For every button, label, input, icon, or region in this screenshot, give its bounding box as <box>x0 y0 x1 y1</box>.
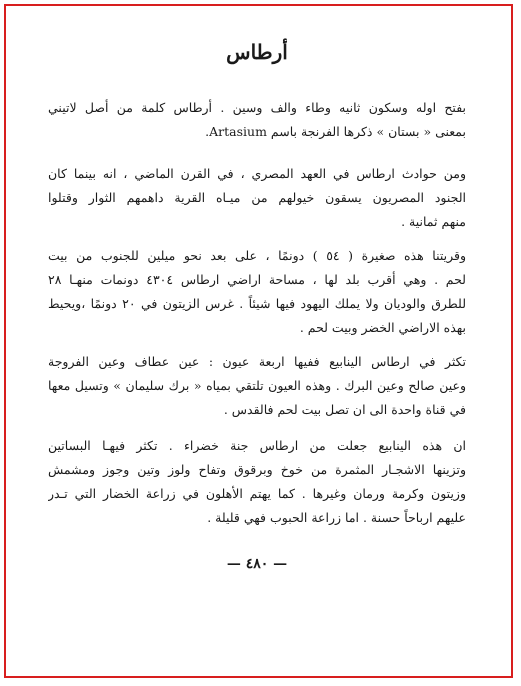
page-title: أرطاس <box>226 40 288 64</box>
paragraph-5-line-3: وزيتون وكرمة ورمان وغيرها . كما يهتم الأهلون في زراعة الخضار التي تـدر <box>48 486 466 501</box>
paragraph-1-line-1: بفتح اوله وسكون ثانيه وطاء والف وسين . أرطاس كلمة من أصل لاتيني <box>48 100 466 115</box>
paragraph-5-line-2: وتزينها الاشجـار المثمرة من خوخ وبرقوق وتفاح ولوز وتين وجوز ومشمش <box>48 462 466 477</box>
paragraph-3-line-4: بهذه الاراضي الخضر وبيت لحم . <box>299 320 466 335</box>
paragraph-2-line-2: الجنود المصريون يسقون خيولهم من ميـاه القرية داهمهم الثوار وقتلوا <box>48 190 466 205</box>
paragraph-3-line-1: وقريتنا هذه صغيرة ( ٥٤ ) دونمًا ، على بعد نحو ميلين للجنوب من بيت <box>48 248 466 263</box>
paragraph-5 <box>48 434 466 530</box>
paragraph-3 <box>48 244 466 340</box>
paragraph-4-line-3: في قناة واحدة الى ان تصل بيت لحم فالقدس . <box>223 402 466 417</box>
paragraph-5-line-4: عليهم ارباحاً حسنة . اما زراعة الحبوب فهي قليلة . <box>207 510 466 525</box>
page-number: — ٤٨٠ — <box>226 556 288 572</box>
paragraph-3-line-2: لحم . وهي أقرب بلد لها ، مساحة اراضي ارطاس ٤٣٠٤ دونمات منهـا ٢٨ <box>48 272 466 287</box>
paragraph-4-line-2: وعين صالح وعين البرك . وهذه العيون تلتقي بمياه « برك سليمان » وتسيل معها <box>48 378 466 393</box>
paragraph-2 <box>48 162 466 234</box>
paragraph-4-line-1: تكثر في ارطاس الينابيع ففيها اربعة عيون : عين عطاف وعين الفروجة <box>48 354 466 369</box>
paragraph-3-line-3: للطرق والوديان ولا يملك اليهود فيها شيئاً . غرس الزيتون في ٢٠ دونمًا ،ويحيط <box>48 296 466 311</box>
paragraph-4 <box>48 350 466 422</box>
paragraph-1-line-2: بمعنى « بستان » ذكرها الفرنجة باسم Artasium. <box>205 124 466 139</box>
paragraph-2-line-1: ومن حوادث ارطاس في العهد المصري ، في القرن الماضي ، انه بينما كان <box>48 166 466 181</box>
paragraph-1 <box>48 96 466 144</box>
paragraph-2-line-3: منهم ثمانية . <box>401 214 466 229</box>
paragraph-5-line-1: ان هذه الينابيع جعلت من ارطاس جنة خضراء . تكثر فيهـا البساتين <box>48 438 466 453</box>
